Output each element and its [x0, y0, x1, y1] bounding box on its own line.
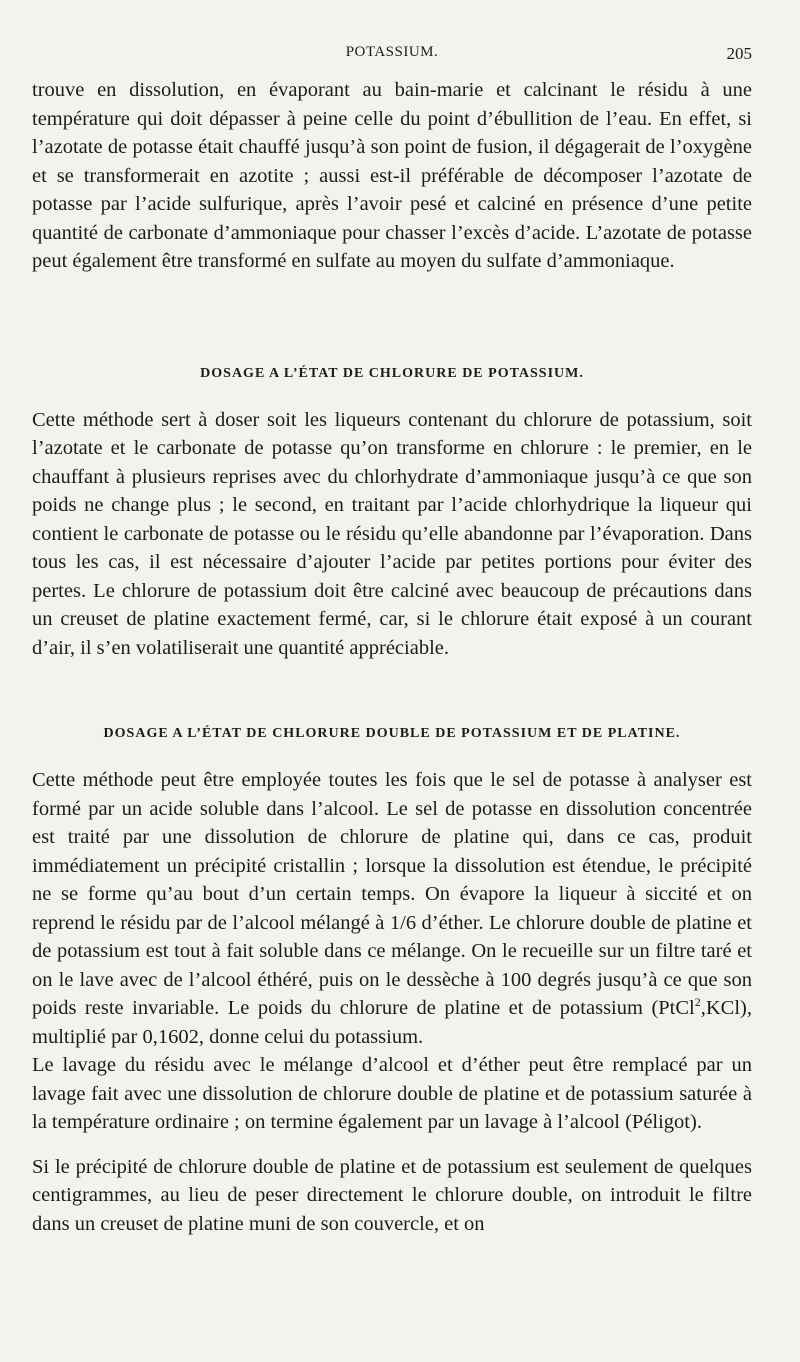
paragraph-intro: trouve en dissolution, en évaporant au bain-marie et calcinant le résidu à une température qui doit dépasser à peine celle du point d’ébullition de l’eau. En effet, si l’azotate de potasse était chauffé jusqu’à son point de fusion, il dégagerait de l’oxygène et se transformerait en azotite ; aussi est-il préférable de décomposer l’azotate de potasse par l’acide sulfurique, après l’avoir pesé et calciné en présence d’une petite quantité de carbonate d’ammoniaque pour chasser l’excès d’acide. L’azotate de potasse peut également être transformé en sulfate au moyen du sulfate d’ammoniaque. — [32, 79, 752, 272]
paragraph-double-1 — [32, 766, 752, 1051]
paragraph-double-1-text-b: ,KCl), multiplié par 0,1602, donne celui du potassium. — [32, 997, 752, 1048]
paragraph-chlorure-text: Cette méthode sert à doser soit les liqueurs contenant du chlorure de potassium, soit l’azotate et le carbonate de potasse qu’on transforme en chlorure : le premier, en le chauffant à plusieurs reprises avec du chlorhydrate d’ammoniaque jusqu’à ce que son poids ne change plus ; le second, en traitant par l’acide chlorhydrique la liqueur qui contient le carbonate de potasse ou le résidu qu’elle abandonne par l’évaporation. Dans tous les cas, il est nécessaire d’ajouter l’acide par petites portions pour éviter des pertes. Le chlorure de potassium doit être calciné avec beaucoup de précautions dans un creuset de platine exactement fermé, car, si le chlorure était exposé à un courant d’air, il s’en volatiliserait une quantité appréciable. — [32, 408, 752, 659]
running-head — [32, 44, 752, 68]
paragraph-double-2: Le lavage du résidu avec le mélange d’alcool et d’éther peut être remplacé par un lavage fait avec une dissolution de chlorure double de platine et de potassium saturée à la température ordinaire ; on termine également par un lavage à l’alcool (Péligot). — [32, 1054, 752, 1133]
formula-superscript: 2 — [694, 995, 701, 1010]
paragraph-chlorure — [32, 406, 752, 663]
page-number: 205 — [726, 44, 752, 63]
body-text — [32, 76, 752, 1238]
paragraph-gap — [32, 1137, 752, 1153]
paragraph-double-3: Si le précipité de chlorure double de platine et de potassium est seulement de quelques centigrammes, au lieu de peser directement le chlorure double, on introduit le filtre dans un creuset de platine muni de son couvercle, et on — [32, 1155, 752, 1235]
section-heading-chlorure: DOSAGE A L’ÉTAT DE CHLORURE DE POTASSIUM. — [200, 365, 584, 381]
running-title: POTASSIUM. — [345, 44, 439, 60]
section-heading-double: DOSAGE A L’ÉTAT DE CHLORURE DOUBLE DE POTASSIUM ET DE PLATINE. — [103, 726, 681, 741]
paragraph-double-1-text-a: Cette méthode peut être employée toutes les fois que le sel de potasse à analyser est formé par un acide soluble dans l’alcool. Le sel de potasse en dissolution concentrée est traité par une dissolution de chlorure de platine qui, dans ce cas, produit immédiatement un précipité cristallin ; lorsque la dissolution est étendue, le précipité ne se forme qu’au bout d’un certain temps. On évapore la liqueur à siccité et on reprend le résidu par de l’alcool mélangé à 1/6 d’éther. Le chlorure double de platine et de potassium est tout à fait soluble dans ce mélange. On le recueille sur un filtre taré et on le lave avec de l’alcool éthéré, puis on le dessèche à 100 degrés jusqu’à ce que son poids reste invariable. Le poids du chlorure de platine et de potassium (PtCl — [32, 769, 752, 1019]
